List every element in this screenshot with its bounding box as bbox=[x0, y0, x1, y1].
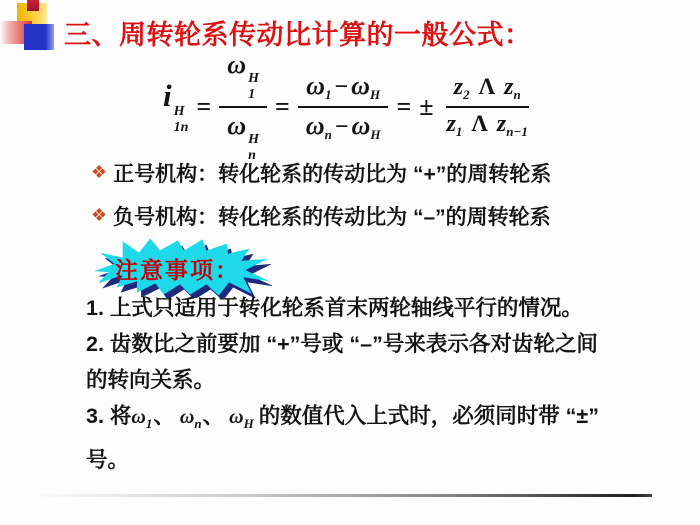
omega-sub: 1 bbox=[324, 87, 332, 102]
fraction-teeth-ratio bbox=[439, 74, 536, 140]
fraction-omega-difference-num bbox=[298, 71, 388, 108]
omega-symbol: ω bbox=[351, 71, 370, 100]
formula-i: i bbox=[163, 77, 172, 113]
fraction-omega-ratio bbox=[219, 50, 267, 164]
formula-i-sup: H bbox=[173, 103, 185, 119]
lambda-symbol: Λ bbox=[471, 111, 488, 136]
diamond-bullet-icon: ❖ bbox=[91, 205, 108, 225]
equals-sign: = bbox=[274, 92, 290, 121]
omega-sub: 1 bbox=[145, 416, 153, 431]
note-3-line-2: 号。 bbox=[86, 448, 130, 472]
note-3-rest: 的数值代入上式时，必须同时带 “±” bbox=[258, 404, 599, 428]
fraction-omega-difference bbox=[298, 71, 389, 143]
omega-symbol: ω bbox=[131, 406, 146, 428]
slide-title: 三、周转轮系传动比计算的一般公式： bbox=[64, 20, 532, 50]
bullet-label: 正号机构：转化轮系的传动比为 “+”的周转轮系 bbox=[113, 162, 552, 186]
lambda-symbol: Λ bbox=[478, 74, 496, 99]
note-2-line-1: 2. 齿数比之前要加 “+”号或 “–”号来表示各对齿轮之间 bbox=[86, 332, 598, 356]
omega-symbol: ω bbox=[305, 111, 325, 140]
z-sub: n−1 bbox=[506, 124, 528, 139]
bullet-item-negative bbox=[91, 194, 551, 237]
bottom-divider bbox=[30, 494, 652, 497]
omega-sub: n bbox=[324, 127, 332, 142]
minus-sign: − bbox=[334, 114, 349, 140]
z-symbol: z bbox=[446, 111, 456, 137]
notes-list bbox=[86, 290, 599, 478]
z-sub: 1 bbox=[455, 124, 463, 139]
fraction-teeth-ratio-num bbox=[446, 74, 529, 108]
z-symbol: z bbox=[496, 111, 507, 137]
list-separator: 、 bbox=[202, 404, 225, 428]
note-3-prefix: 3. 将 bbox=[86, 404, 132, 428]
omega-sub: 1 bbox=[248, 86, 256, 102]
formula-i-sub: 1n bbox=[173, 120, 189, 135]
fraction-teeth-ratio-den bbox=[439, 108, 536, 140]
note-2-line-2: 的转向关系。 bbox=[86, 368, 216, 392]
note-1: 1. 上式只适用于转化轮系首末两轮轴线平行的情况。 bbox=[86, 296, 583, 320]
omega-symbol: ω bbox=[229, 406, 244, 428]
fraction-omega-ratio-num bbox=[219, 50, 267, 108]
note-3-line-1 bbox=[86, 398, 599, 442]
omega-sub: H bbox=[243, 416, 254, 431]
omega-symbol: ω bbox=[227, 111, 247, 140]
plus-minus-sign: ± bbox=[419, 92, 434, 121]
list-separator: 、 bbox=[153, 404, 175, 428]
logo-blue-square-icon bbox=[24, 24, 54, 50]
omega-supsub bbox=[248, 71, 259, 103]
z-sub: n bbox=[513, 87, 521, 102]
omega-sub: H bbox=[370, 127, 381, 142]
transmission-ratio-formula bbox=[163, 49, 536, 164]
logo-darkred-square-icon bbox=[27, 0, 39, 11]
equals-sign: = bbox=[396, 92, 412, 121]
omega-sub: n bbox=[194, 416, 202, 431]
z-sub: 2 bbox=[463, 87, 470, 102]
omega-symbol: ω bbox=[306, 71, 325, 100]
z-symbol: z bbox=[504, 74, 514, 100]
slide-logo bbox=[0, 0, 62, 54]
omega-sub: H bbox=[369, 87, 381, 102]
z-symbol: z bbox=[453, 74, 464, 100]
notice-label: 注意事项： bbox=[115, 257, 240, 283]
mechanism-bullets bbox=[91, 151, 551, 237]
fraction-omega-difference-den bbox=[298, 108, 389, 143]
omega-sup: H bbox=[248, 132, 259, 147]
formula-i-supsub bbox=[174, 104, 189, 136]
bullet-label: 负号机构：转化轮系的传动比为 “–”的周转轮系 bbox=[113, 205, 551, 229]
minus-sign: − bbox=[334, 74, 349, 100]
equals-sign: = bbox=[196, 92, 212, 121]
formula-lhs bbox=[163, 78, 188, 136]
omega-symbol: ω bbox=[351, 111, 371, 140]
diamond-bullet-icon: ❖ bbox=[91, 162, 108, 182]
notice-callout bbox=[92, 236, 272, 298]
omega-symbol: ω bbox=[179, 406, 195, 428]
omega-symbol: ω bbox=[227, 49, 247, 79]
omega-sup: H bbox=[248, 70, 259, 86]
omega-sub: n bbox=[248, 148, 256, 164]
bullet-item-positive bbox=[91, 151, 551, 194]
